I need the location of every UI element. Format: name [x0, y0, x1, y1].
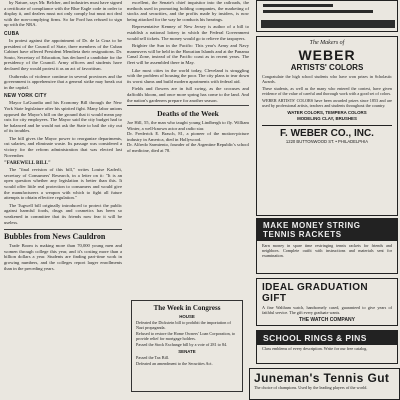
weber-product-line: MODELING CLAY, BRUSHES — [297, 116, 357, 121]
farewell-bill-kicker: "FAREWELL BILL" — [4, 161, 51, 167]
ad-banner-bar — [261, 20, 395, 28]
bubbles-paragraph: Trade Boom is making more than 70,000 young men and women through college this year, and it's costing more than a billion dollars a year. Students are finding part-time work in growing numbers, and the colleges report larger enrollments than in the preceding years. — [4, 243, 122, 271]
weber-advertisement — [256, 36, 398, 216]
weber-paragraph: These students, as well as the many who entered the contest, have given evidence of the value of careful and thorough work with a good set of colors. — [262, 86, 392, 96]
house-heading: HOUSE — [179, 314, 195, 319]
weber-paragraph: Congratulate the high school students who have won prizes in Scholastic Awards. — [262, 74, 392, 84]
nyc-paragraph-1: Mayor LaGuardia and his Economy Bill through the New York State legislature after his spirited fight. Many labor unions opposed the Mayor's bill on the ground that it would mean pay cuts for city employees. The Mayor said the city budget had to be balanced and he would not ask the State to bail the city out of its troubles. — [4, 100, 122, 134]
weber-address: 1220 BUTTONWOOD ST. • PHILADELPHIA — [285, 139, 369, 144]
middle-paragraph-3: Brighter the Sun in the Pacific: This year's Army and Navy maneuvers will be held in the Hawaiian Islands and at the Panama Canal Zone, instead of the Pacific coast as in recent years. The fleet will be assembled there in May. — [127, 43, 249, 65]
bubbles-section-title: Bubbles from News Cauldron — [4, 229, 122, 241]
make-money-advertisement — [256, 218, 398, 274]
school-rings-banner: SCHOOL RINGS & PINS — [257, 331, 397, 345]
middle-paragraph-1: excellent, the Senate's chief inquisitor into the railroads, the methods used in promoting holding companies, the marketing of stocks and securities, and the profits made by insiders, is now being attacked for the way he conducts his hearings. — [127, 0, 249, 22]
column-left — [4, 0, 122, 400]
weber-product-line: WATER COLORS, TEMPERA COLORS — [287, 110, 367, 115]
senate-item: Passed the Tax Bill. — [136, 355, 170, 360]
juneman-text: The choice of champions. Used by the leading players of the world. — [254, 385, 368, 390]
article-intro-paragraph: by Nature, says Mr. Belcher, and industries must have signed a certificate of compliance with the Blue Eagle code in order to display it, and dealers must not only comply but must not deal with the non-complying firms. So far Ford has refused to sign up with the NRA. — [4, 0, 122, 28]
graduation-gift-advertisement — [256, 278, 398, 326]
cuba-paragraph-1: In protest against the appointment of Dr. de la Cruz to be president of the Council of State, three members of the Cuban Cabinet have offered President Mendieta their resignations. Dr. Souto, Secretary of Education, has declared a candidate for the presidency of the Council. Army officers and students have declared they would protest it as an act of favoritism. — [4, 37, 122, 71]
top-advertisement — [256, 0, 398, 32]
senate-item: Defeated an amendment to the Securities Act. — [136, 361, 213, 366]
ad-text-line — [263, 4, 333, 7]
death-item: Dr. Frederick E. Brasch, 81, a pioneer of the motion-picture industry in America, died in Hollywood. — [127, 131, 249, 142]
weber-paragraph: WEBER ARTISTS' COLORS have been awarded prizes since 1853 and are used by professional artists, teachers and students throughout the country. — [262, 98, 392, 108]
house-item: Defeated the Dickstein bill to prohibit the importation of Nazi propaganda. — [136, 320, 231, 330]
make-money-text: Earn money in spare time restringing tennis rackets for friends and neighbors. Complete outfit with instructions and materials sent for examination. — [262, 243, 392, 258]
graduation-headline: IDEAL GRADUATION GIFT — [262, 282, 369, 304]
graduation-company: THE WATCH COMPANY — [299, 317, 355, 323]
juneman-headline: Juneman's Tennis Gut — [254, 371, 390, 385]
death-item: Joe Hill, 55, the man who taught young Lindbergh to fly. William Winter, a well-known actor and radio star. — [127, 120, 249, 131]
house-item: Refused to restore the Home Owners' Loan Corporation, to provide relief for mortgage holders. — [136, 331, 236, 341]
divider — [127, 105, 249, 106]
school-rings-text: Class emblems of every description. Write for our free catalog. — [262, 346, 368, 351]
weber-makers-label: The Makers of — [309, 40, 345, 46]
cuba-kicker: CUBA — [4, 30, 20, 37]
nyc-paragraph-2: The bill gives the Mayor power to reorganize departments, cut salaries, and eliminate waste. Its passage was considered a victory for the reform administration that was elected last November. — [4, 135, 122, 158]
weber-products — [262, 110, 392, 122]
farewell-paragraph-1: The "final revision of this bill," writes Louise Kaderli, secretary of Consumers' Research, in a letter on it: "It is an open question whether any legislation is better than this. It would offer little real protection to consumers and would give the manufacturers a weapon with which to fight all future attempts to obtain effective regulation." — [4, 167, 122, 201]
congress-title: The Week in Congress — [153, 304, 221, 312]
deaths-section-title: Deaths of the Week — [157, 109, 219, 119]
middle-paragraph-4: Like most cities in the world today, Cleveland is struggling with the problem of housing the poor. The city plans to tear down its worst slums and build modern apartments with federal aid. — [127, 67, 249, 84]
death-item: Dr. Alfredo Sarmiento, founder of the Argentine Republic's school of medicine, died at 78. — [127, 142, 249, 154]
house-item: Passed the Stock Exchange bill by a vote of 281 to 84. — [136, 342, 228, 347]
farewell-paragraph-2: The Tugwell bill originally introduced to protect the public against harmful foods, drugs and cosmetics has been so weakened in committee that its friends now fear it will be useless. — [4, 202, 122, 225]
middle-paragraph-5: Fields and flowers are in full swing, as the crocuses and daffodils bloom, and once more spring has come to the land. And the nation's gardeners prepare for another season. — [127, 86, 249, 103]
nyc-kicker: NEW YORK CITY — [4, 93, 47, 100]
graduation-text: A fine Waltham watch, handsomely cased, guaranteed to give years of faithful service. The gift every graduate wants. — [262, 305, 392, 315]
ad-text-line — [263, 10, 373, 13]
school-rings-advertisement — [256, 330, 398, 364]
juneman-advertisement — [249, 368, 400, 400]
weber-company-name: F. WEBER CO., INC. — [262, 125, 392, 139]
middle-paragraph-2: Representative Kenney of New Jersey is author of a bill to establish a national lottery in which the Federal Government would sell tickets. The money would go to relieve the taxpayers. — [127, 24, 249, 41]
senate-heading: SENATE — [178, 349, 196, 354]
make-money-banner: MAKE MONEY STRING TENNIS RACKETS — [257, 219, 397, 241]
week-in-congress-box — [131, 300, 243, 392]
weber-tagline: ARTISTS' COLORS — [290, 63, 364, 72]
weber-brand-name: WEBER — [298, 47, 356, 63]
cuba-paragraph-2: Outbreaks of violence continue in several provinces and the government is apprehensive that a general strike may break out in the capital. — [4, 73, 122, 90]
